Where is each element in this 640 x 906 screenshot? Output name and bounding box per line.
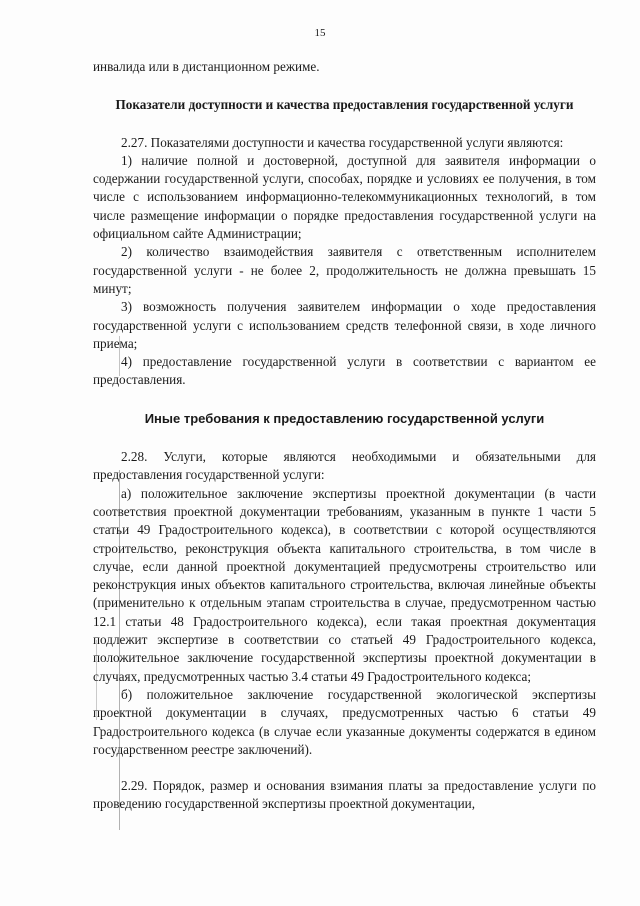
lead-line: инвалида или в дистанционном режиме.: [93, 59, 320, 74]
section-heading-other-requirements: Иные требования к предоставлению государственной услуги: [144, 410, 545, 426]
paragraph-2-29: 2.29. Порядок, размер и основания взимания платы за предоставление услуги по проведению государственной экспертизы проектной документации,: [93, 778, 596, 812]
scan-artifact-line: [119, 470, 120, 830]
list-item-4: 4) предоставление государственной услуги в соответствии с вариантом ее предоставления.: [93, 354, 596, 388]
document-body: [93, 58, 596, 814]
paragraph-2-28: 2.28. Услуги, которые являются необходимыми и обязательными для предоставления государственной услуги:: [93, 449, 596, 483]
list-item-2: 2) количество взаимодействия заявителя с ответственным исполнителем государственной услуги - не более 2, продолжительность не должна превышать 15 минут;: [93, 244, 596, 296]
paragraph-2-27: 2.27. Показателями доступности и качества государственной услуги являются:: [121, 134, 564, 150]
scan-artifact-line: [119, 336, 120, 376]
paragraph-gap: [93, 759, 596, 777]
section-heading-accessibility: Показатели доступности и качества предоставления государственной услуги: [115, 97, 574, 113]
scan-artifact-line: [96, 640, 97, 720]
list-item-b: б) положительное заключение государственной экологической экспертизы проектной документации в случаях, предусмотренных частью 6 статьи 49 Градостроительного кодекса (в случае если указанные документы содержатся в едином государственном реестре заключений).: [93, 686, 596, 757]
page-number: 15: [314, 27, 326, 39]
list-item-3: 3) возможность получения заявителем информации о ходе предоставления государственной услуги с использованием средств телефонной связи, в ходе личного приема;: [93, 299, 596, 351]
list-item-1: 1) наличие полной и достоверной, доступной для заявителя информации о содержании государственной услуги, способах, порядке и условиях ее получения, в том числе с использованием информационно-телекоммуникационных технологий, в том числе размещение информации о порядке предоставления государственной услуги на официальном сайте Администрации;: [93, 152, 596, 242]
list-item-a: а) положительное заключение экспертизы проектной документации (в части соответствия проектной документации требованиям, указанным в пункте 1 части 5 статьи 49 Градостроительного кодекса), в соответствии с которой осуществляются строительство, реконструкция объекта капитального строительства, в том числе в случае, если данной проектной документацией предусмотрены строительство или реконструкция иных объектов капитального строительства, включая линейные объекты (применительно к отдельным этапам строительства в случае, предусмотренном частью 12.1 статьи 48 Градостроительного кодекса), если такая проектная документация подлежит экспертизе в соответствии со статьей 49 Градостроительного кодекса, положительное заключение государственной экспертизы проектной документации в случаях, предусмотренных частью 3.4 статьи 49 Градостроительного кодекса;: [93, 485, 596, 684]
